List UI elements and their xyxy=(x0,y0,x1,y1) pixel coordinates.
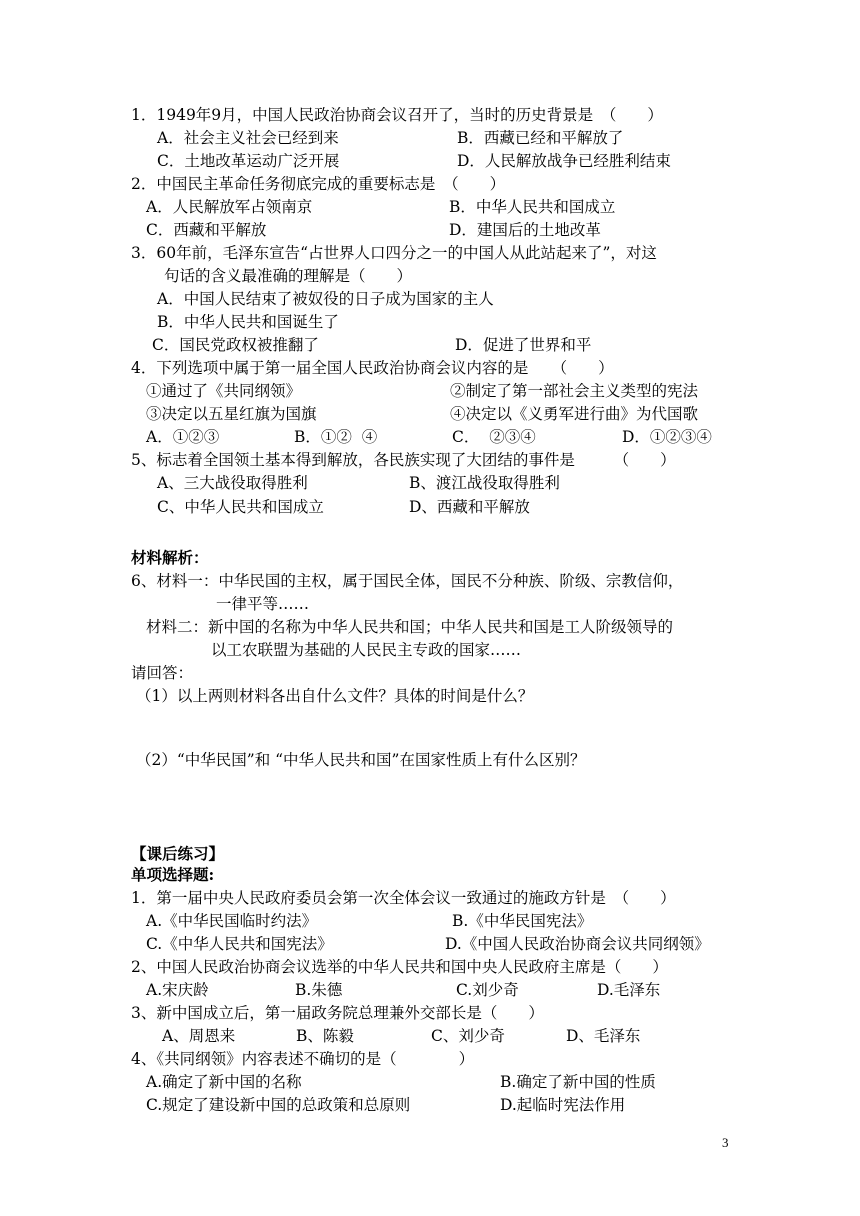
q3-option-d: D．促进了世界和平 xyxy=(455,336,592,354)
q5-option-d: D、西藏和平解放 xyxy=(409,498,530,516)
q4-item-1: ①通过了《共同纲领》 xyxy=(146,382,302,400)
p4-option-d: D.起临时宪法作用 xyxy=(500,1096,626,1114)
p2-option-d: D.毛泽东 xyxy=(597,981,661,999)
q3-option-a: A．中国人民结束了被奴役的日子成为国家的主人 xyxy=(157,290,494,308)
q1-option-a: A．社会主义社会已经到来 xyxy=(157,129,339,147)
q4-option-a: A．①②③ xyxy=(146,428,220,446)
q5-option-c: C、中华人民共和国成立 xyxy=(157,498,324,516)
q4-item-2: ②制定了第一部社会主义类型的宪法 xyxy=(450,382,699,400)
q5-option-b: B、渡江战役取得胜利 xyxy=(409,474,560,492)
p4-option-b: B.确定了新中国的性质 xyxy=(500,1073,656,1091)
p2-stem: 2、中国人民政治协商会议选举的中华人民共和国中央人民政府主席是（ ） xyxy=(131,958,668,976)
material-1-line1: 6、材料一：中华民国的主权，属于国民全体，国民不分种族、阶级、宗教信仰， xyxy=(131,572,684,590)
q4-item-4: ④决定以《义勇军进行曲》为代国歌 xyxy=(450,405,699,423)
q4-option-c: C． ②③④ xyxy=(452,428,536,446)
p1-option-a: A.《中华民国临时约法》 xyxy=(146,912,318,930)
p2-option-b: B.朱德 xyxy=(295,981,343,999)
p1-stem: 1．第一届中央人民政府委员会第一次全体会议一致通过的施政方针是 （ ） xyxy=(131,889,676,907)
q1-stem: 1．1949年9月，中国人民政治协商会议召开了，当时的历史背景是 （ ） xyxy=(131,106,663,124)
q5-stem: 5、标志着全国领土基本得到解放，各民族实现了大团结的事件是 （ ） xyxy=(131,451,676,469)
p4-option-c: C.规定了建设新中国的总政策和总原则 xyxy=(146,1096,411,1114)
p3-option-d: D、毛泽东 xyxy=(566,1027,641,1045)
material-2-line1: 材料二：新中国的名称为中华人民共和国；中华人民共和国是工人阶级领导的 xyxy=(146,618,674,636)
q1-option-c: C．土地改革运动广泛开展 xyxy=(157,152,340,170)
practice-heading: 【课后练习】 xyxy=(131,844,225,863)
p2-option-a: A.宋庆龄 xyxy=(146,981,209,999)
practice-subheading: 单项选择题: xyxy=(131,865,215,884)
p3-option-b: B、陈毅 xyxy=(296,1027,354,1045)
q4-option-d: D．①②③④ xyxy=(622,428,712,446)
material-question-2: （2）“中华民国”和 “中华人民共和国”在国家性质上有什么区别？ xyxy=(136,751,586,769)
material-2-line2: 以工农联盟为基础的人民民主专政的国家…… xyxy=(211,641,522,659)
q4-option-b: B．①② ④ xyxy=(294,428,378,446)
q2-option-d: D．建国后的土地改革 xyxy=(449,221,601,239)
q2-stem: 2．中国民主革命任务彻底完成的重要标志是 （ ） xyxy=(131,175,506,193)
page-number: 3 xyxy=(722,1135,729,1150)
q3-option-c: C．国民党政权被推翻了 xyxy=(152,336,319,354)
q3-stem-line2: 句话的含义最准确的理解是（ ） xyxy=(164,267,413,285)
q3-option-b: B．中华人民共和国诞生了 xyxy=(157,313,339,331)
q5-option-a: A、三大战役取得胜利 xyxy=(157,474,308,492)
p1-option-d: D.《中国人民政治协商会议共同纲领》 xyxy=(445,935,710,953)
p1-option-b: B.《中华民国宪法》 xyxy=(452,912,593,930)
q2-option-a: A．人民解放军占领南京 xyxy=(146,198,313,216)
p4-stem: 4、《共同纲领》内容表述不确切的是（ ） xyxy=(131,1050,475,1068)
p4-option-a: A.确定了新中国的名称 xyxy=(146,1073,302,1091)
material-question-1: （1）以上两则材料各出自什么文件？具体的时间是什么？ xyxy=(136,687,534,705)
q2-option-c: C．西藏和平解放 xyxy=(146,221,267,239)
material-heading: 材料解析： xyxy=(131,548,209,567)
q3-stem-line1: 3．60年前，毛泽东宣告“占世界人口四分之一的中国人从此站起来了”，对这 xyxy=(131,244,657,262)
p1-option-c: C.《中华人民共和国宪法》 xyxy=(146,935,333,953)
q4-stem: 4．下列选项中属于第一届全国人民政治协商会议内容的是 （ ） xyxy=(131,359,614,377)
material-prompt: 请回答： xyxy=(131,664,194,682)
q1-option-b: B．西藏已经和平解放了 xyxy=(457,129,624,147)
q1-option-d: D．人民解放战争已经胜利结束 xyxy=(457,152,671,170)
p2-option-c: C.刘少奇 xyxy=(456,981,519,999)
p3-stem: 3、新中国成立后，第一届政务院总理兼外交部长是（ ） xyxy=(131,1004,544,1022)
material-1-line2: 一律平等…… xyxy=(216,595,310,613)
p3-option-c: C、刘少奇 xyxy=(431,1027,505,1045)
p3-option-a: A、周恩来 xyxy=(162,1027,236,1045)
q2-option-b: B．中华人民共和国成立 xyxy=(449,198,616,216)
q4-item-3: ③决定以五星红旗为国旗 xyxy=(146,405,317,423)
